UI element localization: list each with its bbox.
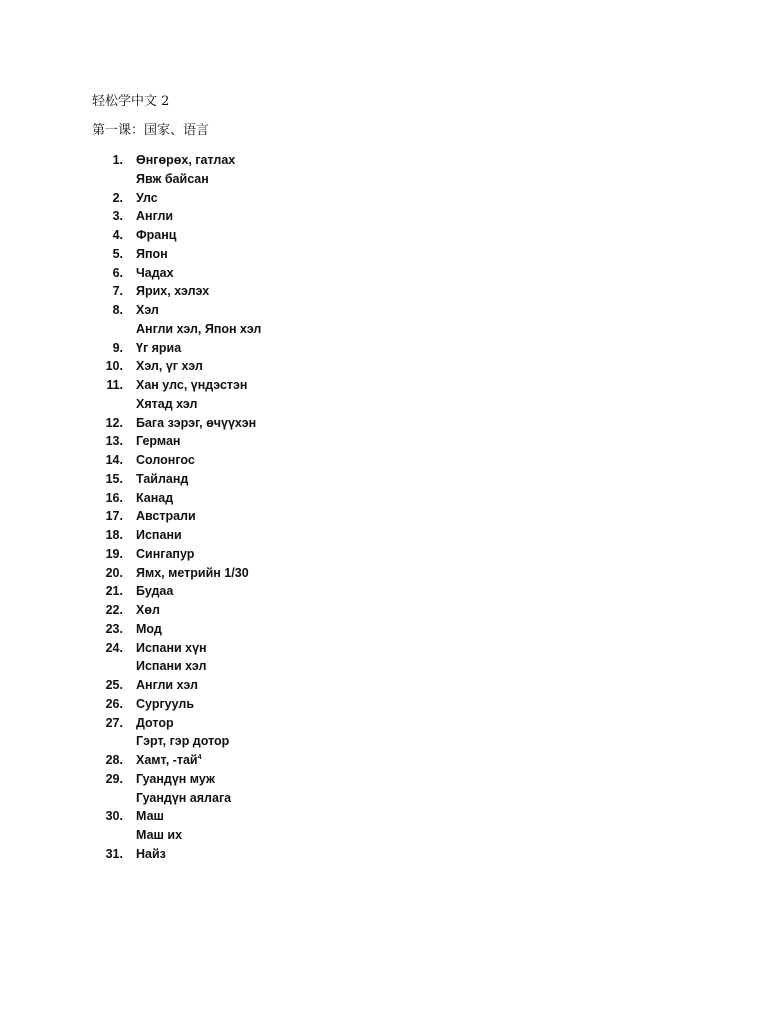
item-text-value: Испани хүн bbox=[136, 640, 207, 655]
list-item-line bbox=[0, 695, 768, 714]
item-number: 15. bbox=[105, 471, 123, 486]
list-item-line bbox=[0, 357, 768, 376]
list-item bbox=[0, 414, 768, 433]
item-number: 1. bbox=[112, 153, 123, 167]
list-item-line bbox=[0, 845, 768, 864]
item-number: 10. bbox=[105, 359, 123, 374]
item-number: 17. bbox=[105, 509, 123, 524]
item-number: 24. bbox=[105, 640, 123, 655]
item-text-value: Франц bbox=[136, 228, 177, 242]
item-subtext: Англи хэл, Япон хэл bbox=[136, 321, 262, 336]
item-text bbox=[136, 207, 173, 226]
list-item bbox=[0, 151, 768, 189]
list-item-line bbox=[0, 432, 768, 451]
item-number: 8. bbox=[112, 303, 123, 317]
item-text bbox=[136, 545, 194, 564]
item-number: 21. bbox=[105, 584, 123, 599]
list-item bbox=[0, 376, 768, 414]
item-subtext: Гуандүн аялага bbox=[136, 790, 232, 805]
item-text-value: Австрали bbox=[136, 509, 196, 524]
item-number: 7. bbox=[112, 284, 123, 299]
item-text-value: Англи хэл bbox=[136, 678, 198, 692]
list-item bbox=[0, 301, 768, 339]
item-text-value: Хэл bbox=[136, 303, 159, 317]
item-text bbox=[136, 226, 177, 245]
list-item bbox=[0, 489, 768, 508]
item-text bbox=[136, 770, 215, 789]
item-text-value: Герман bbox=[136, 434, 181, 449]
item-text bbox=[136, 564, 249, 583]
list-item bbox=[0, 770, 768, 808]
item-text-value: Испани bbox=[136, 528, 182, 542]
item-number: 27. bbox=[105, 715, 123, 730]
list-item bbox=[0, 264, 768, 283]
list-item bbox=[0, 620, 768, 639]
item-text-value: Англи bbox=[136, 209, 174, 224]
item-text-value: Үг яриа bbox=[136, 340, 182, 355]
item-text bbox=[136, 807, 164, 826]
item-text-value: Хэл, үг хэл bbox=[136, 359, 203, 374]
item-text bbox=[136, 714, 174, 733]
list-item bbox=[0, 451, 768, 470]
item-subtext: Хятад хэл bbox=[136, 396, 198, 411]
item-number: 18. bbox=[105, 528, 123, 542]
item-text bbox=[136, 151, 235, 170]
item-number: 9. bbox=[112, 340, 123, 355]
list-item bbox=[0, 245, 768, 264]
item-text bbox=[136, 639, 207, 658]
item-subtext: Маш их bbox=[136, 828, 183, 842]
item-number: 31. bbox=[105, 846, 123, 861]
lesson-title: 第一课：国家、语言 bbox=[92, 123, 210, 138]
list-item-line bbox=[0, 545, 768, 564]
list-item bbox=[0, 226, 768, 245]
list-item-line bbox=[0, 151, 768, 170]
item-number: 12. bbox=[105, 415, 123, 430]
item-subtext: Гэрт, гэр дотор bbox=[136, 734, 230, 749]
list-item bbox=[0, 714, 768, 752]
item-text-value: Найз bbox=[136, 846, 166, 861]
vocabulary-list bbox=[0, 151, 768, 864]
item-text bbox=[136, 189, 158, 208]
list-item bbox=[0, 639, 768, 677]
item-text bbox=[136, 339, 181, 358]
list-item bbox=[0, 601, 768, 620]
list-item-line bbox=[0, 226, 768, 245]
list-item-line bbox=[0, 489, 768, 508]
list-item bbox=[0, 207, 768, 226]
list-item-subline bbox=[0, 826, 768, 845]
item-text-value: Будаа bbox=[136, 584, 174, 599]
item-text bbox=[136, 470, 188, 489]
item-number: 20. bbox=[105, 565, 123, 580]
item-text-value: Хан улс, үндэстэн bbox=[136, 378, 248, 392]
item-text bbox=[136, 414, 256, 433]
item-text bbox=[136, 376, 247, 395]
list-item-line bbox=[0, 207, 768, 226]
list-item-line bbox=[0, 601, 768, 620]
list-item-subline bbox=[0, 170, 768, 189]
item-number: 14. bbox=[105, 453, 123, 467]
item-text-value: Мод bbox=[136, 621, 162, 636]
item-text bbox=[136, 432, 180, 451]
item-text-value: Гуандүн муж bbox=[136, 771, 215, 786]
item-text-value: Бага зэрэг, өчүүхэн bbox=[136, 415, 257, 430]
item-number: 11. bbox=[106, 378, 123, 392]
item-text-value: Хамт, -тай bbox=[136, 753, 198, 767]
item-text bbox=[136, 620, 162, 639]
list-item-line bbox=[0, 751, 768, 770]
list-item-line bbox=[0, 564, 768, 583]
item-text bbox=[136, 695, 194, 714]
item-number: 23. bbox=[105, 621, 123, 636]
list-item-line bbox=[0, 620, 768, 639]
list-item-line bbox=[0, 714, 768, 733]
list-item-subline bbox=[0, 789, 768, 808]
item-text-value: Тайланд bbox=[136, 471, 189, 486]
item-number: 4. bbox=[112, 228, 123, 242]
list-item-line bbox=[0, 582, 768, 601]
list-item-line bbox=[0, 507, 768, 526]
item-text bbox=[136, 751, 202, 770]
list-item-line bbox=[0, 676, 768, 695]
list-item-line bbox=[0, 189, 768, 208]
item-number: 3. bbox=[112, 209, 123, 224]
item-text-value: Улс bbox=[136, 190, 158, 205]
list-item-subline bbox=[0, 395, 768, 414]
item-text bbox=[136, 245, 168, 264]
list-item-subline bbox=[0, 320, 768, 339]
list-item-line bbox=[0, 264, 768, 283]
item-number: 25. bbox=[105, 678, 123, 692]
item-text bbox=[136, 489, 173, 508]
list-item bbox=[0, 339, 768, 358]
item-text bbox=[136, 582, 173, 601]
list-item bbox=[0, 189, 768, 208]
list-item bbox=[0, 432, 768, 451]
item-number: 28. bbox=[105, 753, 123, 767]
item-text-value: Дотор bbox=[136, 715, 174, 730]
document-title: 轻松学中文 2 bbox=[92, 94, 170, 109]
item-number: 16. bbox=[105, 490, 123, 505]
item-text-value: Чадах bbox=[136, 265, 174, 280]
item-text bbox=[136, 282, 209, 301]
list-item bbox=[0, 676, 768, 695]
item-number: 2. bbox=[112, 190, 123, 205]
item-text-value: Маш bbox=[136, 809, 164, 824]
item-text bbox=[136, 676, 198, 695]
list-item-line bbox=[0, 301, 768, 320]
item-number: 26. bbox=[105, 696, 123, 711]
item-text bbox=[136, 264, 174, 283]
item-text-value: Солонгос bbox=[136, 453, 195, 467]
list-item-subline bbox=[0, 732, 768, 751]
list-item-line bbox=[0, 770, 768, 789]
list-item-line bbox=[0, 414, 768, 433]
item-text bbox=[136, 357, 203, 376]
list-item-subline bbox=[0, 657, 768, 676]
item-number: 5. bbox=[112, 246, 123, 261]
item-text bbox=[136, 301, 159, 320]
list-item-line bbox=[0, 245, 768, 264]
item-number: 19. bbox=[105, 546, 123, 561]
list-item-line bbox=[0, 376, 768, 395]
list-item-line bbox=[0, 470, 768, 489]
item-subtext: Явж байсан bbox=[136, 171, 209, 186]
item-number: 6. bbox=[112, 265, 123, 280]
list-item bbox=[0, 526, 768, 545]
item-text bbox=[136, 845, 166, 864]
item-text-value: Сургууль bbox=[136, 696, 195, 711]
item-number: 30. bbox=[105, 809, 123, 824]
list-item-line bbox=[0, 526, 768, 545]
list-item-line bbox=[0, 451, 768, 470]
list-item-line bbox=[0, 282, 768, 301]
item-text-value: Япон bbox=[136, 246, 168, 261]
item-text-value: Сингапур bbox=[136, 546, 195, 561]
item-number: 22. bbox=[105, 603, 123, 617]
item-subtext: Испани хэл bbox=[136, 659, 207, 674]
item-text-value: Ярих, хэлэх bbox=[136, 284, 210, 299]
item-text-value: Өнгөрөх, гатлах bbox=[136, 153, 236, 167]
list-item bbox=[0, 507, 768, 526]
item-number: 29. bbox=[105, 771, 123, 786]
list-item-line bbox=[0, 639, 768, 658]
list-item bbox=[0, 282, 768, 301]
item-superscript: 4 bbox=[197, 754, 202, 761]
item-text-value: Хөл bbox=[136, 603, 160, 617]
item-text bbox=[136, 526, 182, 545]
list-item bbox=[0, 357, 768, 376]
item-text-value: Канад bbox=[136, 490, 174, 505]
item-text bbox=[136, 451, 195, 470]
item-text-value: Ямх, метрийн 1/30 bbox=[136, 565, 249, 580]
list-item bbox=[0, 695, 768, 714]
list-item bbox=[0, 582, 768, 601]
item-text bbox=[136, 601, 160, 620]
list-item bbox=[0, 564, 768, 583]
list-item bbox=[0, 470, 768, 489]
list-item bbox=[0, 845, 768, 864]
list-item-line bbox=[0, 339, 768, 358]
list-item bbox=[0, 807, 768, 845]
list-item-line bbox=[0, 807, 768, 826]
item-number: 13. bbox=[105, 434, 123, 449]
list-item bbox=[0, 751, 768, 770]
item-text bbox=[136, 507, 196, 526]
list-item bbox=[0, 545, 768, 564]
